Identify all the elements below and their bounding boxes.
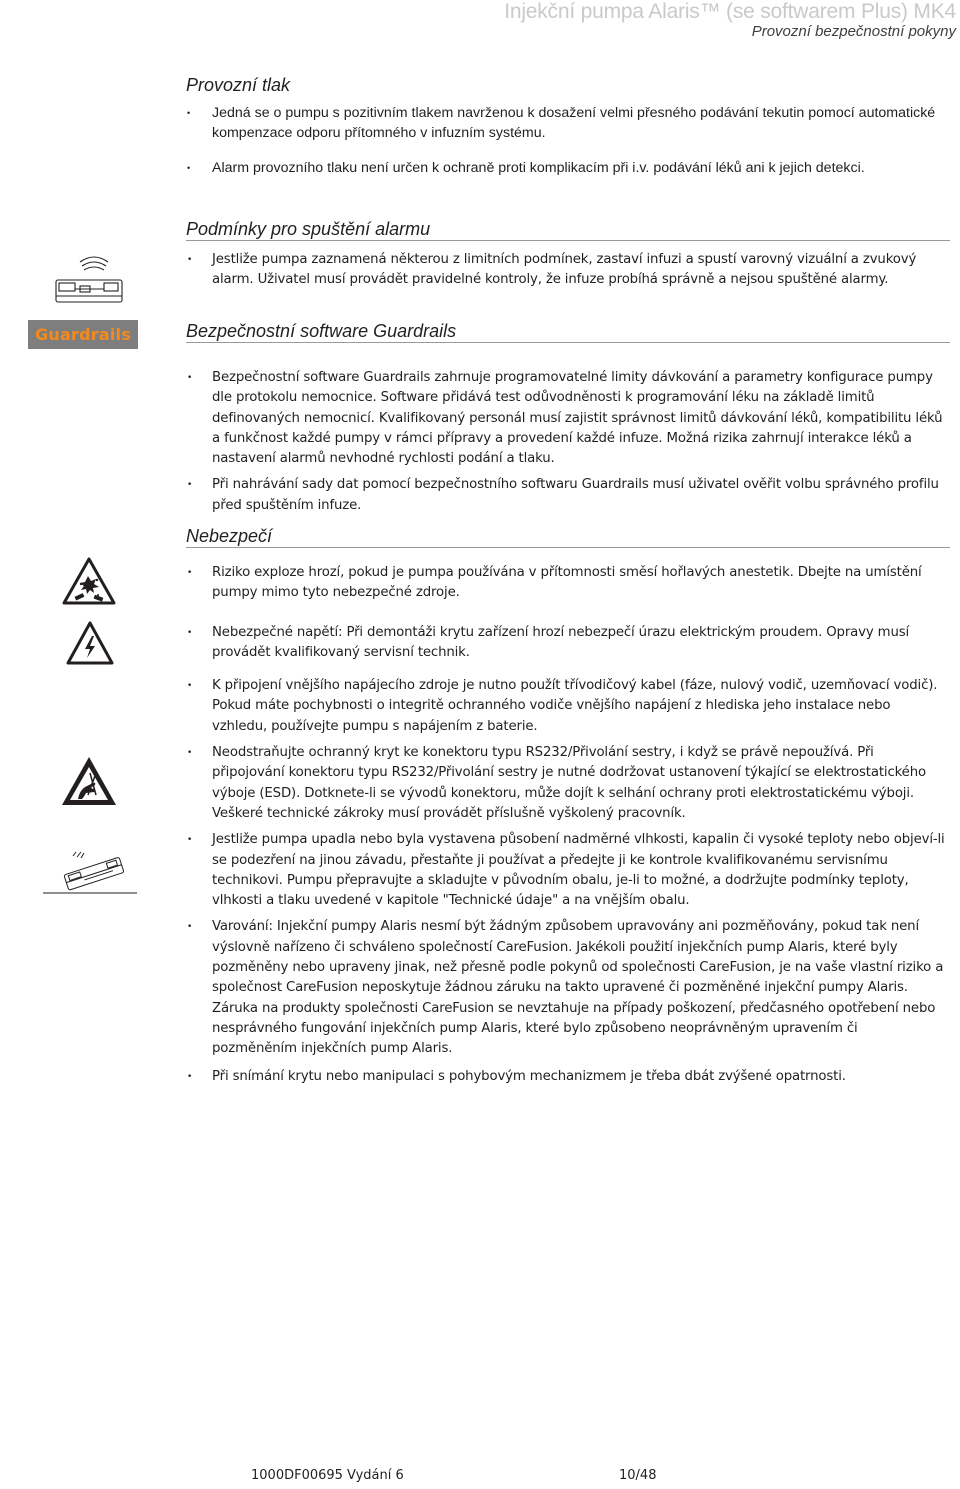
- list-podminky-alarmu: [186, 250, 946, 291]
- list-item: • K připojení vnějšího napájecího zdroje je nutno použít třívodičový kabel (fáze, nulový vodič, uzemňovací vodič). Pokud máte pochybnosti o integritě ochranného vodiče vnějšího napájení z hlediska jeho instalace nebo vzhledu, používejte pumpu s napájením z baterie.: [186, 676, 946, 737]
- footer-page-number: 10/48: [619, 1468, 657, 1483]
- heading-guardrails: Bezpečnostní software Guardrails: [186, 320, 950, 343]
- heading-nebezpeci: Nebezpečí: [186, 525, 950, 548]
- heading-provozni-tlak: Provozní tlak: [186, 75, 291, 95]
- high-voltage-warning-icon: [65, 620, 115, 666]
- list-item: • Jestliže pumpa zaznamená některou z limitních podmínek, zastaví infuzi a spustí varovný vizuální a zvukový alarm. Uživatel musí provádět pravidelné kontroly, že infuze probíhá správně a nejsou spuštěné alarmy.: [186, 250, 946, 291]
- list-guardrails: [186, 368, 946, 516]
- list-item: • Nebezpečné napětí: Při demontáži krytu zařízení hrozí nebezpečí úrazu elektrickým proudem. Opravy musí provádět kvalifikovaný servisní technik.: [186, 623, 946, 664]
- list-item: • Při snímání krytu nebo manipulaci s pohybovým mechanizmem je třeba dbát zvýšené opatrnosti.: [186, 1067, 946, 1087]
- list-item: • Při nahrávání sady dat pomocí bezpečnostního softwaru Guardrails musí uživatel ověřit volbu správného profilu před spuštěním infuze.: [186, 475, 946, 516]
- pump-drop-icon: [43, 848, 137, 896]
- list-nebezpeci: [186, 563, 946, 1087]
- document-title: Injekční pumpa Alaris™ (se softwarem Plus) MK4: [504, 0, 956, 23]
- guardrails-badge: Guardrails: [28, 320, 138, 349]
- explosion-warning-icon: [61, 556, 117, 606]
- list-item: • Jestliže pumpa upadla nebo byla vystavena působení nadměrné vlhkosti, kapalin či vysoké teploty nebo objeví-li se podezření na jinou závadu, přestaňte ji používat a předejte ji ke kontrole kvalifikovanému servisnímu technikovi. Pumpu přepravujte a skladujte v původním obalu, je-li to možné, a dodržujte podmínky teploty, vlhkosti a tlaku uvedené v kapitole "Technické údaje" a na vnějším obalu.: [186, 830, 946, 911]
- list-item: • Bezpečnostní software Guardrails zahrnuje programovatelné limity dávkování a parametry konfigurace pumpy dle protokolu nemocnice. Software přidává test odůvodněnosti k programování léku na základě limitů definovaných nemocnicí. Kvalifikovaný personál musí zajistit správnost limitů dávkování léků, kompatibilitu léků a funkčnost každé pumpy v rámci přípravy a provedení každé infuze. Možná rizika zahrnují interakce léků a nastavení alarmů nevhodné rychlosti podání a tlaku.: [186, 368, 946, 469]
- list-item: • Riziko exploze hrozí, pokud je pumpa používána v přítomnosti směsí hořlavých anestetik. Dbejte na umístění pumpy mimo tyto nebezpečné zdroje.: [186, 563, 946, 604]
- document-subtitle: Provozní bezpečnostní pokyny: [751, 23, 956, 40]
- list-item: • Alarm provozního tlaku není určen k ochraně proti komplikacím při i.v. podávání léků ani k jejich detekci.: [186, 158, 946, 178]
- pump-alarm-icon: [44, 252, 136, 312]
- list-item: • Jedná se o pumpu s pozitivním tlakem navrženou k dosažení velmi přesného podávání tekutin pomocí automatické kompenzace odporu přítomného v infuzním systému.: [186, 103, 946, 144]
- list-item: • Neodstraňujte ochranný kryt ke konektoru typu RS232/Přivolání sestry, i když se právě nepoužívá. Při připojování konektoru typu RS232/Přivolání sestry je nutné dodržovat ustanovení týkající se elektrostatického výboje (ESD). Dotknete-li se vývodů konektoru, může dojít k selhání ochrany proti elektrostatickému výboji. Veškeré technické zákroky musí provádět příslušně vyškolený pracovník.: [186, 743, 946, 824]
- footer-document-number: 1000DF00695 Vydání 6: [251, 1468, 404, 1483]
- heading-podminky-alarmu: Podmínky pro spuštění alarmu: [186, 218, 950, 241]
- esd-warning-icon: [60, 755, 118, 807]
- list-item: • Varování: Injekční pumpy Alaris nesmí být žádným způsobem upravovány ani pozměňovány, pokud tak není výslovně nařízeno či schváleno společností CareFusion. Jakékoli použití injekčních pump Alaris, které byly pozměněny nebo upraveny jinak, než přesně podle pokynů od společnosti CareFusion, je na vaše vlastní riziko a společnost CareFusion neposkytuje žádnou záruku na takto upravené či pozměněné injekční pumpy Alaris. Záruka na produkty společnosti CareFusion se nevztahuje na případy poškození, předčasného opotřebení nebo nesprávného fungování injekčních pump Alaris, které bylo způsobeno neoprávněným upravením či pozměněním injekčních pump Alaris.: [186, 917, 946, 1059]
- list-provozni-tlak: [186, 103, 946, 178]
